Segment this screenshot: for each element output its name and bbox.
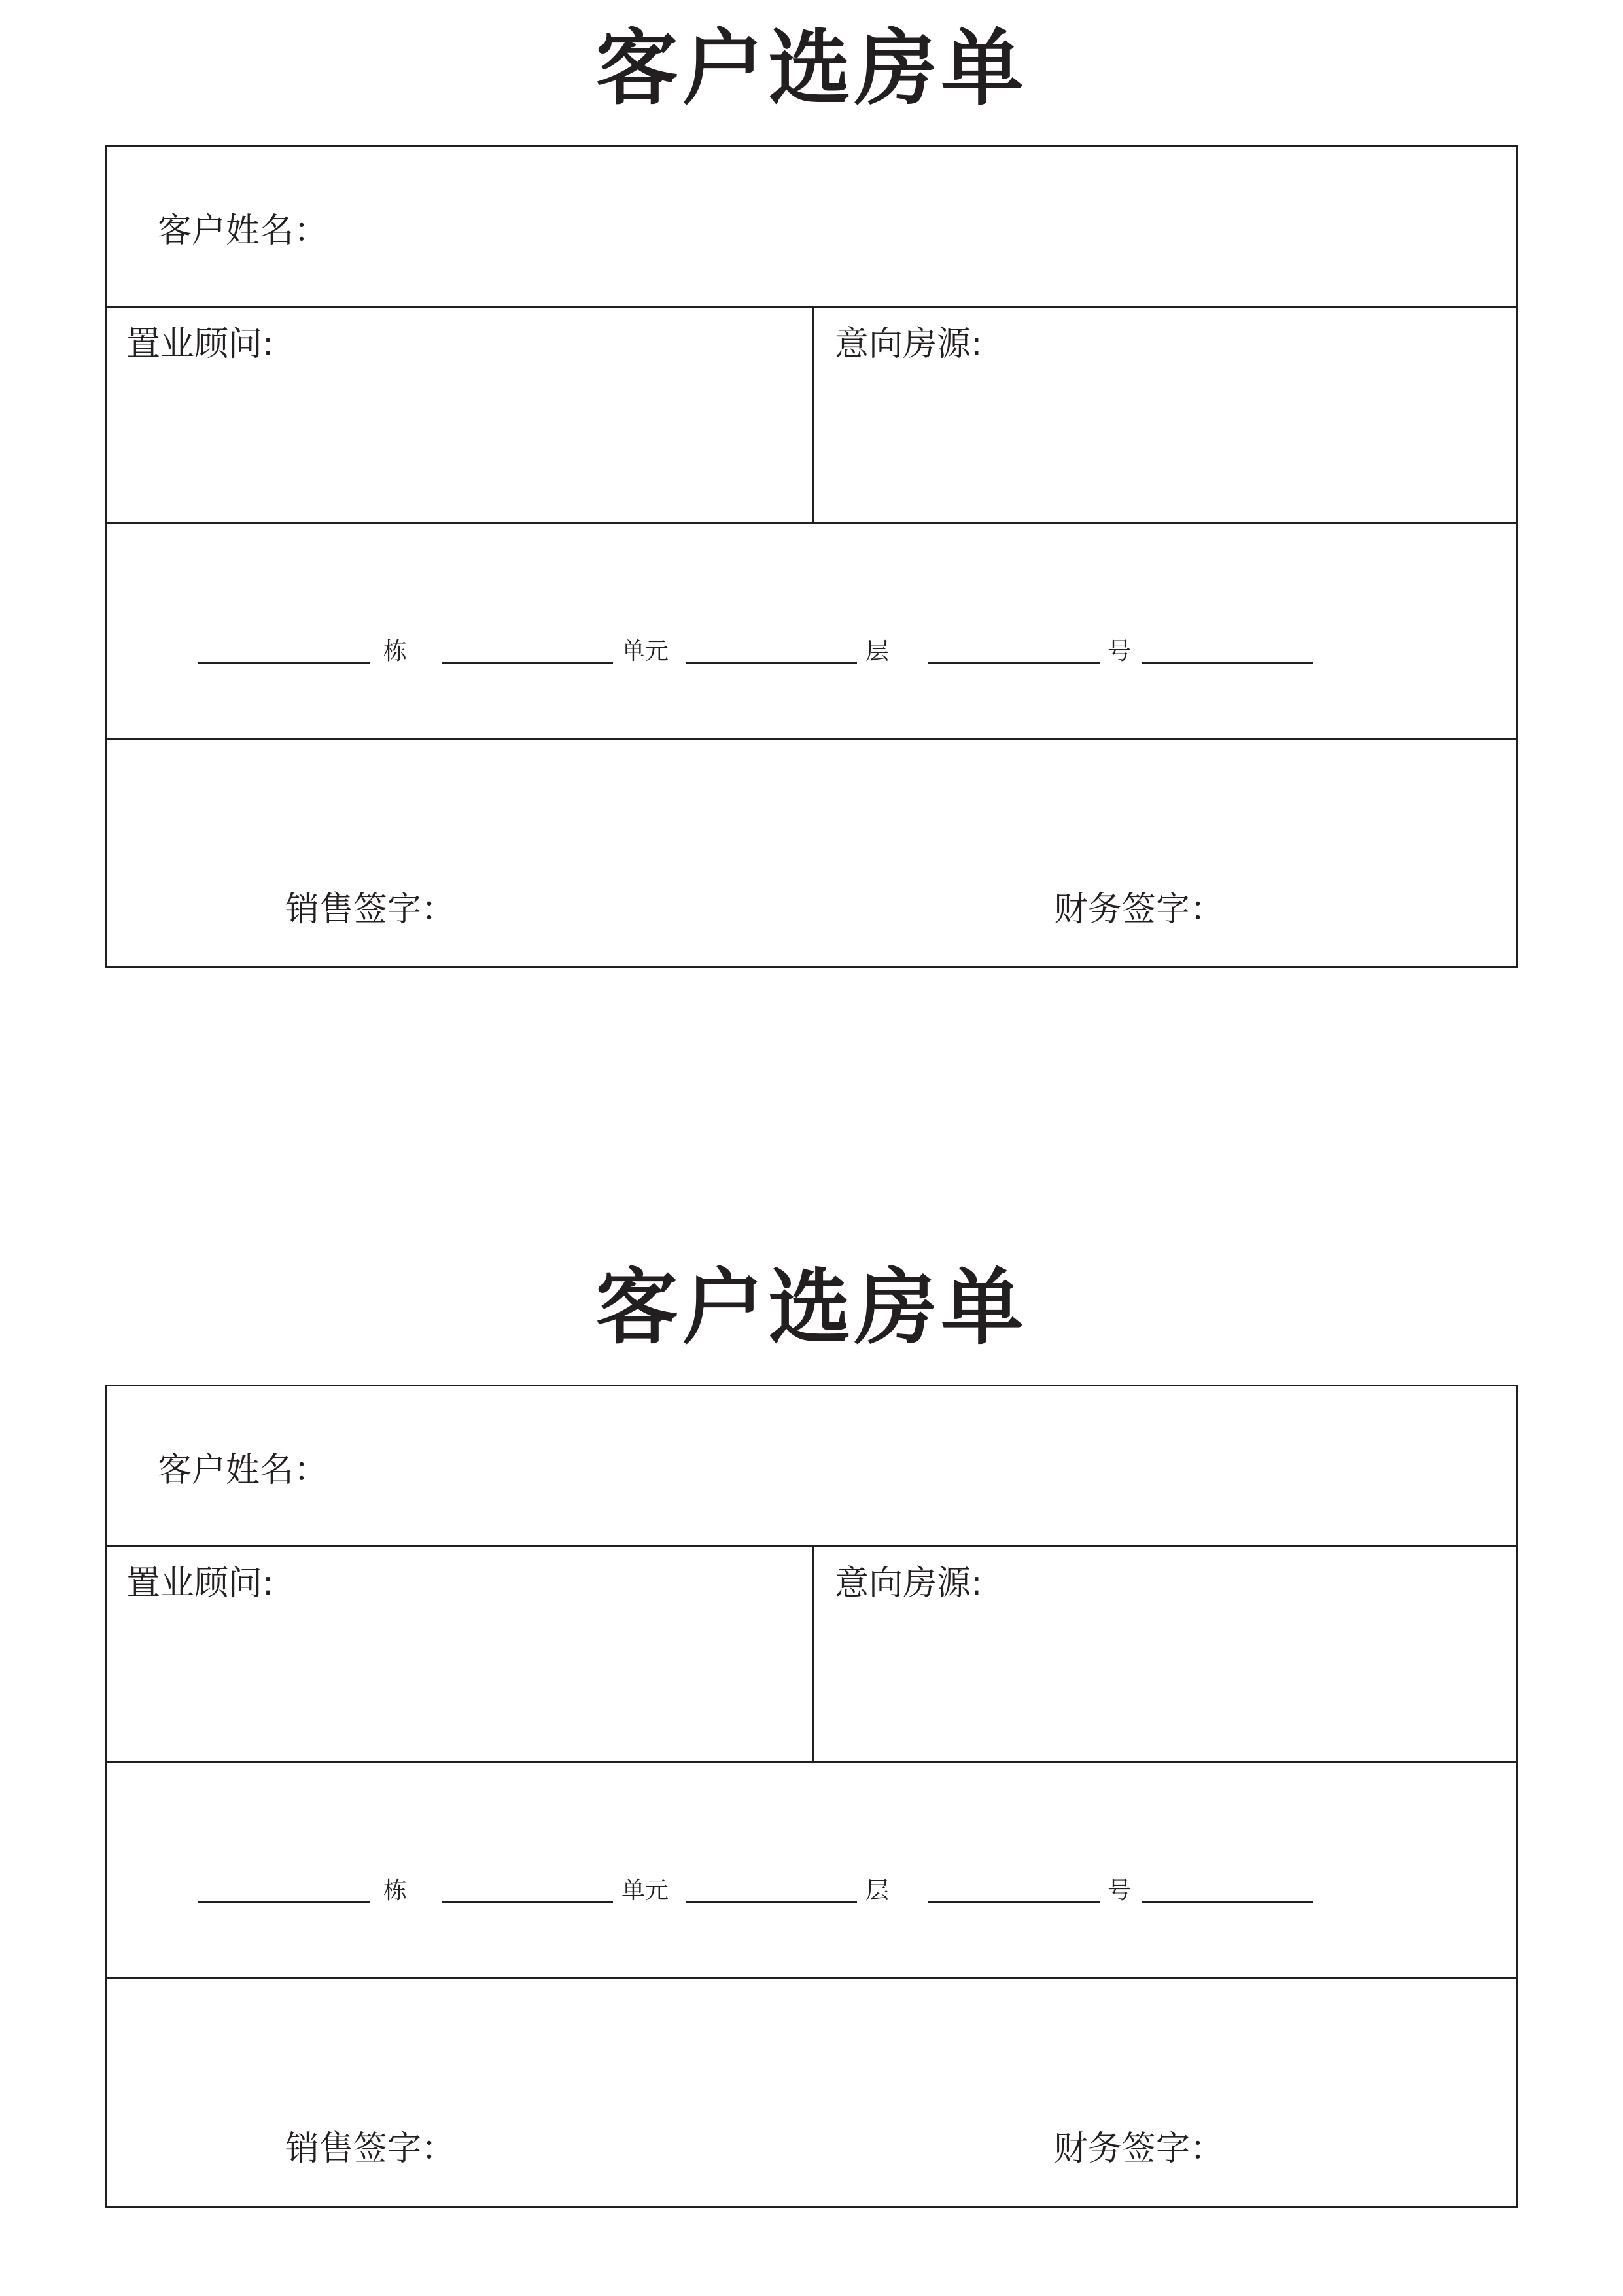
room-selection-form	[0, 0, 1623, 981]
row-divider	[107, 1761, 1516, 1763]
floor-label: 层	[865, 638, 890, 665]
number-label: 号	[1108, 1877, 1132, 1904]
sales-signature-field[interactable]: 销售签字：	[285, 890, 456, 929]
row-divider	[107, 1977, 1516, 1979]
column-divider	[812, 306, 814, 522]
customer-name-field[interactable]: 客户姓名：	[158, 211, 328, 251]
intended-property-field[interactable]: 意向房源:	[835, 1564, 983, 1603]
building-blank[interactable]	[198, 662, 370, 664]
sales-signature-field[interactable]: 销售签字：	[285, 2129, 456, 2168]
number-trailing-blank[interactable]	[1142, 1901, 1313, 1903]
unit-blank[interactable]	[442, 1901, 613, 1903]
consultant-field[interactable]: 置业顾问:	[126, 325, 274, 364]
column-divider	[812, 1545, 814, 1761]
number-blank[interactable]	[928, 1901, 1100, 1903]
form-title: 客户选房单	[595, 1260, 1028, 1356]
building-label: 栋	[383, 1877, 408, 1904]
unit-blank[interactable]	[442, 662, 613, 664]
form-table	[105, 1385, 1518, 2208]
floor-label: 层	[865, 1877, 890, 1904]
form-table	[105, 145, 1518, 968]
number-trailing-blank[interactable]	[1142, 662, 1313, 664]
building-label: 栋	[383, 638, 408, 665]
consultant-field[interactable]: 置业顾问:	[126, 1564, 274, 1603]
room-selection-form	[0, 1239, 1623, 2221]
building-blank[interactable]	[198, 1901, 370, 1903]
number-blank[interactable]	[928, 662, 1100, 664]
unit-label: 单元	[621, 1877, 669, 1904]
form-title: 客户选房单	[595, 20, 1028, 116]
row-divider	[107, 306, 1516, 308]
intended-property-field[interactable]: 意向房源:	[835, 325, 983, 364]
finance-signature-field[interactable]: 财务签字：	[1054, 890, 1225, 929]
row-divider	[107, 1545, 1516, 1547]
customer-name-field[interactable]: 客户姓名：	[158, 1451, 328, 1490]
number-label: 号	[1108, 638, 1132, 665]
row-divider	[107, 738, 1516, 740]
floor-blank[interactable]	[686, 662, 857, 664]
row-divider	[107, 522, 1516, 524]
finance-signature-field[interactable]: 财务签字：	[1054, 2129, 1225, 2168]
unit-label: 单元	[621, 638, 669, 665]
floor-blank[interactable]	[686, 1901, 857, 1903]
